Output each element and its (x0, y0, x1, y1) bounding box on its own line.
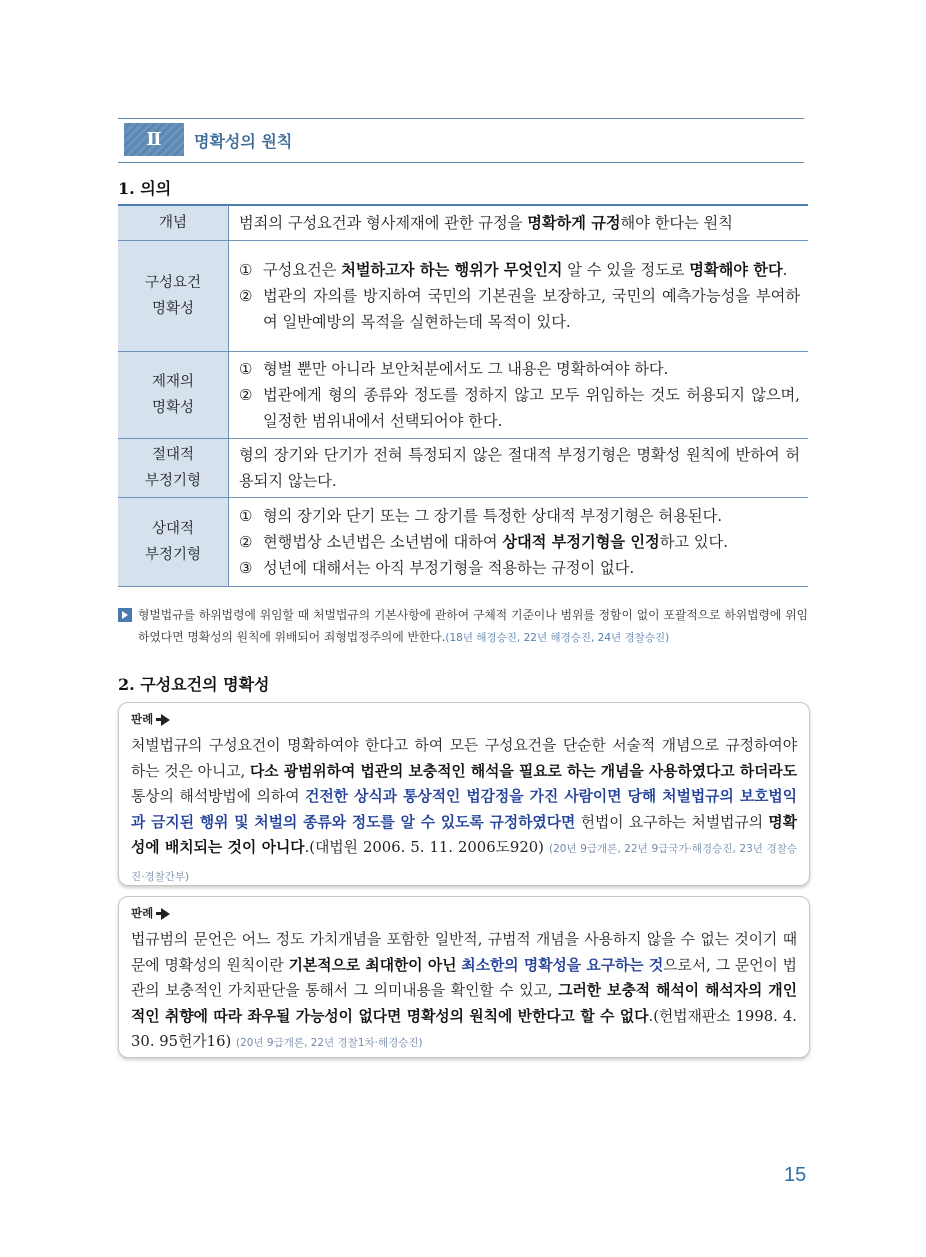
bold-text: 상대적 부정기형을 인정 (502, 533, 660, 551)
text: 범죄의 구성요건과 형사제재에 관한 규정을 (239, 214, 528, 232)
source-text: (20년 9급개론, 22년 경찰1차·해경승진) (235, 1037, 423, 1049)
row-label-line: 명확성 (151, 400, 195, 416)
section-2-number: 2. (118, 675, 135, 694)
text: 하고 있다. (659, 533, 729, 551)
text: 구성요건은 (263, 261, 342, 279)
list-item (239, 356, 800, 382)
definition-table (118, 204, 808, 587)
source-text: (18년 해경승진, 22년 해경승진, 24년 경찰승진) (445, 632, 670, 644)
item-marker: ② (239, 386, 253, 404)
list-item (239, 503, 800, 529)
row-value (229, 205, 809, 241)
row-value (229, 241, 809, 352)
row-label-line: 구성요건 (144, 275, 202, 291)
page-number: 15 (784, 1164, 807, 1186)
list-item (239, 555, 800, 581)
text: 형벌법규를 하위법령에 위임할 때 처벌법규의 기본사항에 관하여 구체적 기준이나 범위를 정함이 없이 포괄적으로 하위법령에 위임하였다면 명확성의 원칙에 위배되어 죄형법정주의에 반한다. (138, 608, 808, 644)
arrow-right-icon (118, 608, 132, 622)
text: 통상의 해석방법에 의하여 (131, 788, 306, 805)
list-item (239, 529, 800, 555)
item-marker: ① (239, 261, 253, 279)
case-tag-label: 판례 (131, 712, 154, 726)
text: .(대법원 2006. 5. 11. 2006도920) (304, 839, 549, 856)
case-text (131, 927, 797, 1057)
bold-text: 명확성에 배치되는 것이 아니다 (131, 813, 798, 856)
row-value (229, 498, 809, 587)
table-row (118, 439, 808, 498)
table-row (118, 498, 808, 587)
item-marker: ③ (239, 559, 253, 577)
row-label-line: 상대적 (151, 521, 195, 537)
case-box (118, 896, 810, 1058)
row-label (118, 498, 229, 587)
chapter-title: 명확성의 원칙 (194, 132, 293, 151)
chapter-number-badge: Ⅱ (124, 123, 184, 156)
section-1-title: 의의 (140, 179, 172, 198)
row-label (118, 439, 229, 498)
text: 헌법이 요구하는 처벌법규의 (575, 813, 769, 831)
case-box (118, 702, 810, 886)
text: 법관에게 형의 종류와 정도를 정하지 않고 모두 위임하는 것도 허용되지 않으며, 일정한 범위내에서 선택되어야 한다. (263, 386, 800, 430)
text: 형의 장기와 단기가 전혀 특정되지 않은 절대적 부정기형은 명확성 원칙에 반하여 허용되지 않는다. (239, 446, 800, 490)
text: 법관의 자의를 방지하여 국민의 기본권을 보장하고, 국민의 예측가능성을 부여하여 일반예방의 목적을 실현하는데 목적이 있다. (263, 287, 800, 331)
text: 처벌법규의 구성요건이 명확하여야 한다고 하여 모든 구성요건을 단순한 서술적 개념으로 규정하여야 하는 것은 아니고, (131, 737, 797, 780)
row-label (118, 241, 229, 352)
item-marker: ② (239, 287, 253, 305)
row-label-line: 절대적 (151, 447, 195, 463)
table-row (118, 205, 808, 241)
arrow-right-icon (161, 908, 170, 920)
table-row (118, 241, 808, 352)
row-label (118, 352, 229, 439)
row-label-line: 부정기형 (144, 547, 202, 563)
bold-text: 명확해야 한다 (689, 261, 783, 279)
emphasis-text: 건전한 상식과 통상적인 법감정을 가진 사람이면 당해 처벌법규의 보호법익과 금지된 행위 및 처벌의 종류와 정도를 알 수 있도록 규정하였다면 (131, 788, 798, 831)
bold-text: 그러한 보충적 해석이 해석자의 개인적인 취향에 따라 좌우될 가능성이 없다면 명확성의 원칙에 반한다고 할 수 없다 (131, 982, 798, 1025)
case-tag (131, 905, 170, 921)
row-value (229, 352, 809, 439)
section-2-title: 구성요건의 명확성 (140, 675, 270, 694)
section-2-heading (118, 672, 270, 695)
case-tag (131, 711, 170, 727)
case-text (131, 733, 797, 890)
section-1-number: 1. (118, 179, 135, 198)
text: .(헌법재판소 1998. 4. 30. 95헌가16) (131, 1007, 797, 1050)
row-label (118, 205, 229, 241)
bold-text: 다소 광범위하여 법관의 보충적인 해석을 필요로 하는 개념을 사용하였다고 하더라도 (250, 762, 798, 780)
row-label-line: 부정기형 (144, 473, 202, 489)
row-label-text: 개념 (158, 215, 187, 231)
row-value (229, 439, 809, 498)
emphasis-text: 최소한의 명확성을 요구하는 것 (461, 956, 664, 974)
text: 알 수 있을 정도로 (562, 261, 690, 279)
text: 형벌 뿐만 아니라 보안처분에서도 그 내용은 명확하여야 하다. (263, 360, 669, 378)
bold-text: 명확하게 규정 (527, 214, 621, 232)
text: 법규범의 문언은 어느 정도 가치개념을 포함한 일반적, 규범적 개념을 사용하지 않을 수 없는 것이기 때문에 명확성의 원칙이란 (131, 931, 797, 974)
text: 현행법상 소년법은 소년범에 대하여 (263, 533, 503, 551)
item-marker: ① (239, 360, 253, 378)
section-1-heading (118, 176, 171, 199)
table-row (118, 352, 808, 439)
item-marker: ① (239, 507, 253, 525)
row-label-line: 제재의 (151, 374, 195, 390)
text: 성년에 대해서는 아직 부정기형을 적용하는 규정이 없다. (263, 559, 635, 577)
text: . (782, 261, 788, 279)
text: 형의 장기와 단기 또는 그 장기를 특정한 상대적 부정기형은 허용된다. (263, 507, 723, 525)
item-marker: ② (239, 533, 253, 551)
case-tag-label: 판례 (131, 906, 154, 920)
row-label-line: 명확성 (151, 301, 195, 317)
bold-text: 기본적으로 최대한이 아닌 (288, 956, 457, 974)
list-item (239, 257, 800, 283)
bold-text: 처벌하고자 하는 행위가 무엇인지 (341, 261, 563, 279)
chapter-header (118, 118, 804, 163)
source-text: (20년 9급개론, 22년 9급국가·해경승진, 23년 경찰승진·경찰간부) (131, 843, 798, 883)
text: 해야 한다는 원칙 (620, 214, 733, 232)
list-item (239, 283, 800, 335)
text: 으로서, 그 문언이 법관의 보충적인 가치판단을 통해서 그 의미내용을 확인할 수 있고, (131, 956, 797, 999)
arrow-right-icon (161, 714, 170, 726)
list-item (239, 382, 800, 434)
note-text (118, 604, 808, 649)
note-block (118, 604, 808, 649)
